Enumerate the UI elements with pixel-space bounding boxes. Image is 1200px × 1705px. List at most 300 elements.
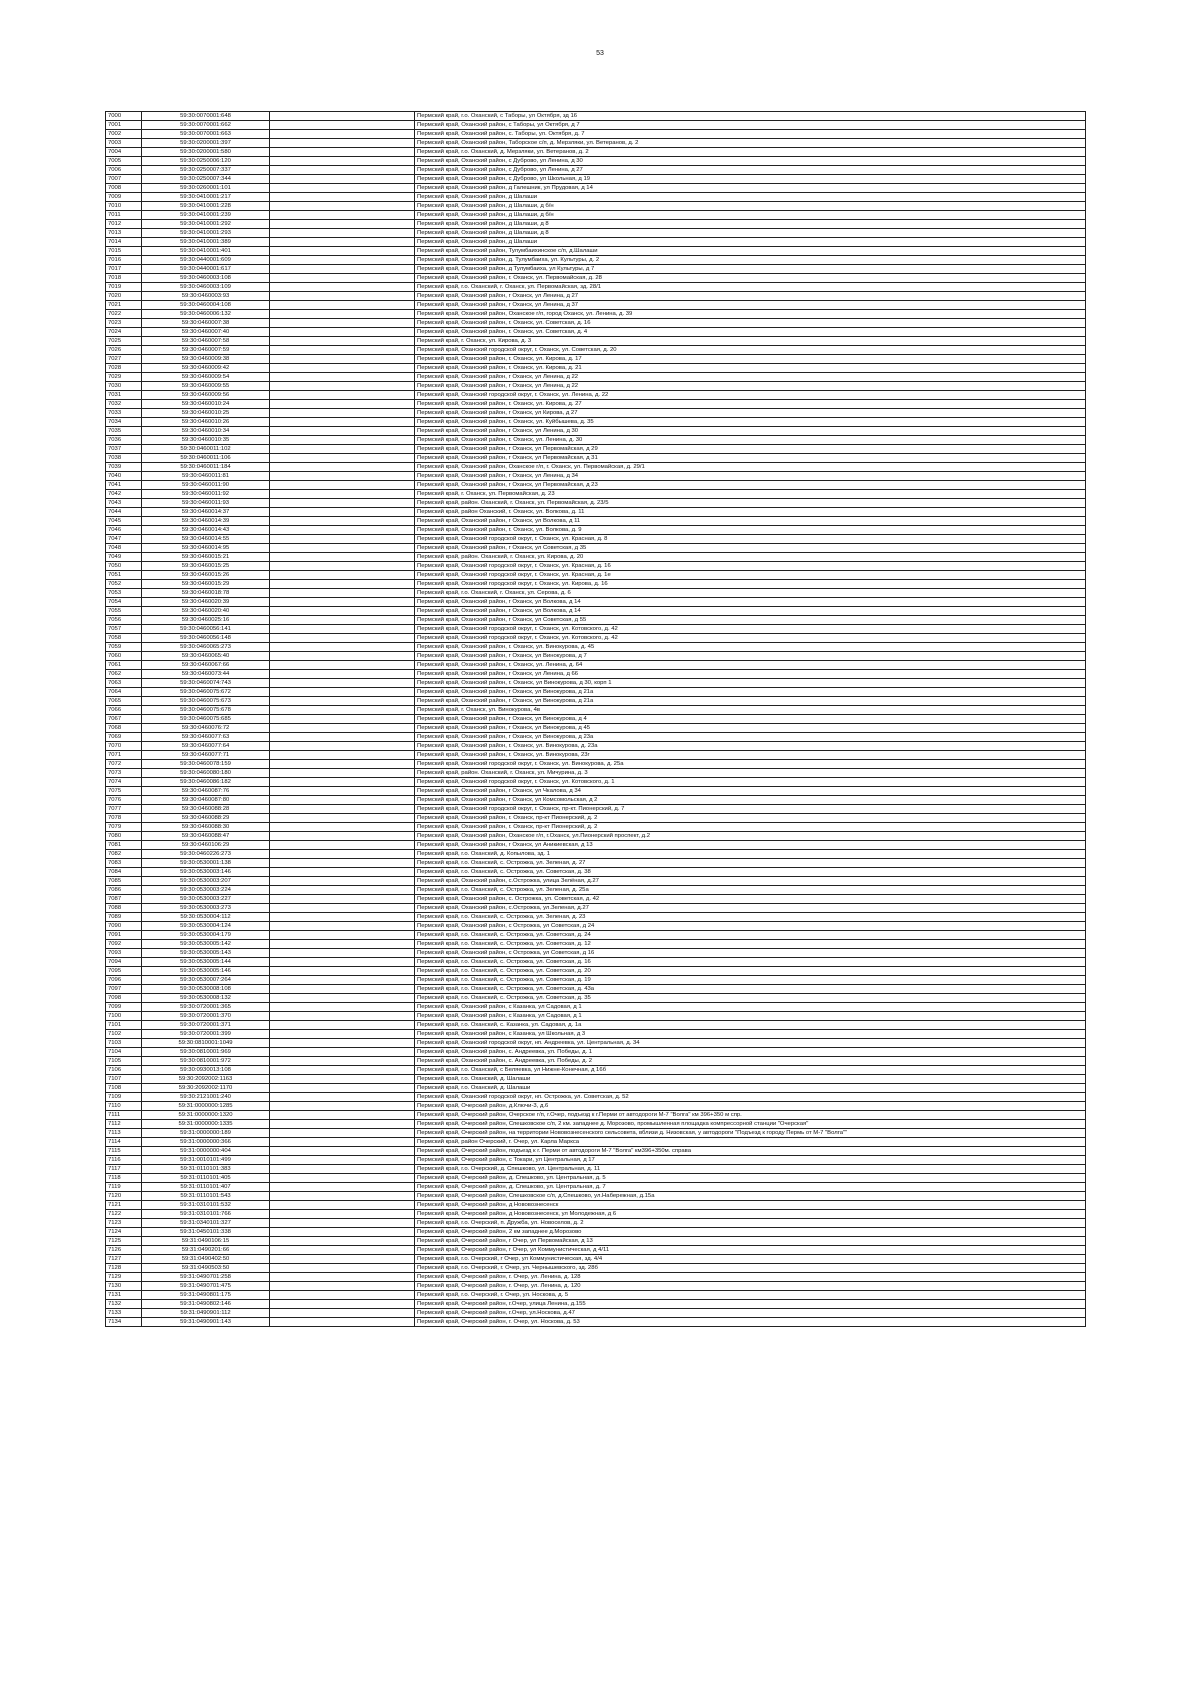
row-number-cell: 7078 [106, 814, 142, 823]
empty-cell [270, 1156, 415, 1165]
address-cell: Пермский край, Оханский район, с Казанка, ул Садовая, д 1 [415, 1012, 1086, 1021]
address-cell: Пермский край, г.о. Оханский, д. Мерзляки, ул. Ветеранов, д. 2 [415, 148, 1086, 157]
row-number-cell: 7119 [106, 1183, 142, 1192]
empty-cell [270, 598, 415, 607]
table-row [106, 994, 1086, 1003]
address-cell: Пермский край, Очерский район, г. Очер, ул. Носкова, д. 53 [415, 1318, 1086, 1327]
row-number-cell: 7084 [106, 868, 142, 877]
cadastral-number-cell: 59:30:0460007:58 [142, 337, 270, 346]
table-row [106, 1183, 1086, 1192]
cadastral-number-cell: 59:30:2121001:240 [142, 1093, 270, 1102]
table-row [106, 1264, 1086, 1273]
address-cell: Пермский край, Оханский городской округ, г. Оханск, ул. Винокурова, д. 25а [415, 760, 1086, 769]
cadastral-number-cell: 59:30:0530003:224 [142, 886, 270, 895]
row-number-cell: 7093 [106, 949, 142, 958]
row-number-cell: 7046 [106, 526, 142, 535]
empty-cell [270, 1246, 415, 1255]
table-row [106, 679, 1086, 688]
table-row [106, 823, 1086, 832]
empty-cell [270, 886, 415, 895]
table-row [106, 976, 1086, 985]
address-cell: Пермский край, Оханский городской округ, г. Оханск, ул. Красная, д. 1е [415, 571, 1086, 580]
cadastral-number-cell: 59:30:0460007:38 [142, 319, 270, 328]
table-row [106, 535, 1086, 544]
row-number-cell: 7074 [106, 778, 142, 787]
cadastral-number-cell: 59:30:0530003:207 [142, 877, 270, 886]
cadastral-number-cell: 59:30:0460010:26 [142, 418, 270, 427]
table-row [106, 490, 1086, 499]
address-cell: Пермский край, Очерский район, г.Очер, улица Ленина, д.155 [415, 1300, 1086, 1309]
address-cell: Пермский край, Оханский район, д Шалаши, д 8 [415, 220, 1086, 229]
cadastral-number-cell: 59:30:0460086:182 [142, 778, 270, 787]
table-row [106, 526, 1086, 535]
empty-cell [270, 1075, 415, 1084]
cadastral-number-cell: 59:30:0810001:972 [142, 1057, 270, 1066]
cadastral-number-cell: 59:30:0460009:55 [142, 382, 270, 391]
table-row [106, 508, 1086, 517]
address-cell: Пермский край, г.о. Оханский, г. Оханск, ул. Серова, д. 6 [415, 589, 1086, 598]
cadastral-number-cell: 59:30:0440001:617 [142, 265, 270, 274]
row-number-cell: 7044 [106, 508, 142, 517]
table-row [106, 1093, 1086, 1102]
table-row [106, 913, 1086, 922]
empty-cell [270, 166, 415, 175]
empty-cell [270, 571, 415, 580]
cadastral-number-cell: 59:30:0460065:273 [142, 643, 270, 652]
table-row [106, 805, 1086, 814]
table-row [106, 607, 1086, 616]
address-cell: Пермский край, Оханский район, г Оханск, ул Ленина, д 22 [415, 373, 1086, 382]
row-number-cell: 7021 [106, 301, 142, 310]
address-cell: Пермский край, Оханский район, с. Таборы, ул. Октября, д. 7 [415, 130, 1086, 139]
cadastral-number-cell: 59:30:0530005:143 [142, 949, 270, 958]
empty-cell [270, 1147, 415, 1156]
table-row [106, 643, 1086, 652]
cadastral-number-cell: 59:30:0720001:365 [142, 1003, 270, 1012]
row-number-cell: 7000 [106, 112, 142, 121]
row-number-cell: 7035 [106, 427, 142, 436]
address-cell: Пермский край, г.о. Очерский, г. Очер, ул. Чернышевского, зд. 28б [415, 1264, 1086, 1273]
cadastral-number-cell: 59:30:0460075:672 [142, 688, 270, 697]
cadastral-number-cell: 59:30:0460077:63 [142, 733, 270, 742]
table-row [106, 193, 1086, 202]
empty-cell [270, 1012, 415, 1021]
address-cell: Пермский край, Оханский городской округ, г. Оханск, ул. Советская, д. 20 [415, 346, 1086, 355]
empty-cell [270, 193, 415, 202]
row-number-cell: 7015 [106, 247, 142, 256]
empty-cell [270, 544, 415, 553]
table-row [106, 247, 1086, 256]
row-number-cell: 7110 [106, 1102, 142, 1111]
cadastral-number-cell: 59:30:0720001:370 [142, 1012, 270, 1021]
empty-cell [270, 1228, 415, 1237]
empty-cell [270, 157, 415, 166]
table-row [106, 1174, 1086, 1183]
address-cell: Пермский край, Оханский район, г Оханск, ул Волкова, д 14 [415, 598, 1086, 607]
table-row [106, 688, 1086, 697]
cadastral-number-cell: 59:30:0460011:93 [142, 499, 270, 508]
empty-cell [270, 553, 415, 562]
empty-cell [270, 256, 415, 265]
table-row [106, 373, 1086, 382]
cadastral-number-cell: 59:30:0460076:72 [142, 724, 270, 733]
table-row [106, 1237, 1086, 1246]
empty-cell [270, 751, 415, 760]
empty-cell [270, 625, 415, 634]
row-number-cell: 7028 [106, 364, 142, 373]
address-cell: Пермский край, Оханский район, г Оханск, ул Советская, д 35 [415, 544, 1086, 553]
address-cell: Пермский край, Оханский район, с Дуброво, ул Ленина, д 30 [415, 157, 1086, 166]
address-cell: Пермский край, Оханский район, г Оханск, ул Винокурова, д 4 [415, 715, 1086, 724]
table-row [106, 166, 1086, 175]
address-cell: Пермский край, Оханский район, г Оханск, ул Первомайская, д 31 [415, 454, 1086, 463]
cadastral-number-cell: 59:30:0460020:39 [142, 598, 270, 607]
address-cell: Пермский край, г. Оханск, ул. Первомайская, д. 23 [415, 490, 1086, 499]
cadastral-number-cell: 59:31:0490901:112 [142, 1309, 270, 1318]
empty-cell [270, 697, 415, 706]
address-cell: Пермский край, г.о. Очерский, п. Дружба, ул. Новоселов, д. 2 [415, 1219, 1086, 1228]
row-number-cell: 7051 [106, 571, 142, 580]
cadastral-number-cell: 59:31:0490503:50 [142, 1264, 270, 1273]
row-number-cell: 7060 [106, 652, 142, 661]
address-cell: Пермский край, г.о. Оханский, с Беляевка, ул Нижне-Конечная, д 16б [415, 1066, 1086, 1075]
cadastral-number-cell: 59:31:0310101:532 [142, 1201, 270, 1210]
empty-cell [270, 850, 415, 859]
cadastral-number-cell: 59:30:0460011:106 [142, 454, 270, 463]
address-cell: Пермский край, Оханский район, д Шалаши, д 8 [415, 229, 1086, 238]
row-number-cell: 7052 [106, 580, 142, 589]
empty-cell [270, 994, 415, 1003]
empty-cell [270, 382, 415, 391]
table-row [106, 625, 1086, 634]
cadastral-number-cell: 59:31:0490801:175 [142, 1291, 270, 1300]
address-cell: Пермский край, Оханский район, г. Оханск, ул. Ленина, д. 30 [415, 436, 1086, 445]
cadastral-number-cell: 59:30:0460014:55 [142, 535, 270, 544]
table-row [106, 589, 1086, 598]
empty-cell [270, 562, 415, 571]
row-number-cell: 7062 [106, 670, 142, 679]
cadastral-number-cell: 59:31:0010101:499 [142, 1156, 270, 1165]
address-cell: Пермский край, Очерский район, г. Очер, ул. Ленина, д. 128 [415, 1273, 1086, 1282]
cadastral-number-cell: 59:30:0530005:144 [142, 958, 270, 967]
address-cell: Пермский край, Оханский район, г. Оханск, ул. Винокурова, 23г [415, 751, 1086, 760]
row-number-cell: 7029 [106, 373, 142, 382]
row-number-cell: 7114 [106, 1138, 142, 1147]
empty-cell [270, 130, 415, 139]
address-cell: Пермский край, Оханский район, г Оханск, ул Комсомольская, д 2 [415, 796, 1086, 805]
empty-cell [270, 391, 415, 400]
address-cell: Пермский край, Оханский район, с Таборы, ул Октября, д 7 [415, 121, 1086, 130]
cadastral-number-cell: 59:30:0460003:109 [142, 283, 270, 292]
address-cell: Пермский край, г.о. Оханский, с. Острожка, ул. Советская, д. 16 [415, 958, 1086, 967]
cadastral-number-cell: 59:30:0410001:239 [142, 211, 270, 220]
table-row [106, 868, 1086, 877]
row-number-cell: 7053 [106, 589, 142, 598]
table-row [106, 877, 1086, 886]
cadastral-number-cell: 59:30:0460015:25 [142, 562, 270, 571]
row-number-cell: 7032 [106, 400, 142, 409]
address-cell: Пермский край, Оханский городской округ, г. Оханск, ул. Ленина, д. 22 [415, 391, 1086, 400]
address-cell: Пермский край, Очерский район, г Очер, ул Коммунистическая, д 4/11 [415, 1246, 1086, 1255]
row-number-cell: 7010 [106, 202, 142, 211]
address-cell: Пермский край, г.о. Очерский, д. Спешково, ул. Центральная, д. 11 [415, 1165, 1086, 1174]
empty-cell [270, 1084, 415, 1093]
table-row [106, 769, 1086, 778]
empty-cell [270, 202, 415, 211]
row-number-cell: 7054 [106, 598, 142, 607]
row-number-cell: 7017 [106, 265, 142, 274]
address-cell: Пермский край, район. Оханский, г. Оханск, ул. Первомайская, д. 23/5 [415, 499, 1086, 508]
empty-cell [270, 472, 415, 481]
row-number-cell: 7133 [106, 1309, 142, 1318]
cadastral-number-cell: 59:30:0260001:101 [142, 184, 270, 193]
table-row [106, 346, 1086, 355]
table-row [106, 1273, 1086, 1282]
table-row [106, 418, 1086, 427]
table-row [106, 670, 1086, 679]
cadastral-number-cell: 59:30:0460088:30 [142, 823, 270, 832]
address-cell: Пермский край, Очерский район, д Нововознесенск [415, 1201, 1086, 1210]
row-number-cell: 7126 [106, 1246, 142, 1255]
row-number-cell: 7067 [106, 715, 142, 724]
empty-cell [270, 1219, 415, 1228]
cadastral-number-cell: 59:30:0530003:146 [142, 868, 270, 877]
empty-cell [270, 904, 415, 913]
row-number-cell: 7130 [106, 1282, 142, 1291]
cadastral-number-cell: 59:30:0460020:40 [142, 607, 270, 616]
empty-cell [270, 841, 415, 850]
empty-cell [270, 1309, 415, 1318]
address-cell: Пермский край, г.о. Оханский, д. Шалаши [415, 1084, 1086, 1093]
empty-cell [270, 1183, 415, 1192]
cadastral-number-cell: 59:30:0810001:969 [142, 1048, 270, 1057]
address-cell: Пермский край, г.о. Оханский, с. Острожка, ул. Советская, д. 19 [415, 976, 1086, 985]
row-number-cell: 7076 [106, 796, 142, 805]
address-cell: Пермский край, г.о. Оханский, с. Острожка, ул. Советская, д. 20 [415, 967, 1086, 976]
table-row [106, 715, 1086, 724]
cadastral-number-cell: 59:30:0250006:120 [142, 157, 270, 166]
page-number: 53 [596, 50, 604, 57]
row-number-cell: 7101 [106, 1021, 142, 1030]
table-row [106, 949, 1086, 958]
cadastral-number-cell: 59:30:0460087:80 [142, 796, 270, 805]
table-row [106, 1282, 1086, 1291]
table-row [106, 706, 1086, 715]
cadastral-number-cell: 59:30:0530005:142 [142, 940, 270, 949]
table-row [106, 301, 1086, 310]
table-row [106, 661, 1086, 670]
empty-cell [270, 661, 415, 670]
address-cell: Пермский край, Оханский район, г. Оханск, ул. Кирова, д. 21 [415, 364, 1086, 373]
cadastral-number-cell: 59:30:0460088:28 [142, 805, 270, 814]
table-row [106, 229, 1086, 238]
cadastral-number-cell: 59:30:0460010:34 [142, 427, 270, 436]
empty-cell [270, 1048, 415, 1057]
cadastral-number-cell: 59:31:0110101:543 [142, 1192, 270, 1201]
table-row [106, 148, 1086, 157]
table-row [106, 931, 1086, 940]
empty-cell [270, 1210, 415, 1219]
table-row [106, 841, 1086, 850]
address-cell: Пермский край, Оханский район, д. Тулумбаиха, ул. Культуры, д. 2 [415, 256, 1086, 265]
cadastral-number-cell: 59:30:0460226:273 [142, 850, 270, 859]
cadastral-number-cell: 59:30:0440001:609 [142, 256, 270, 265]
address-cell: Пермский край, Оханский район, с. Андреевка, ул. Победы, д. 2 [415, 1057, 1086, 1066]
empty-cell [270, 778, 415, 787]
row-number-cell: 7081 [106, 841, 142, 850]
table-row [106, 112, 1086, 121]
table-row [106, 598, 1086, 607]
row-number-cell: 7041 [106, 481, 142, 490]
cadastral-number-cell: 59:30:0250007:337 [142, 166, 270, 175]
row-number-cell: 7103 [106, 1039, 142, 1048]
empty-cell [270, 634, 415, 643]
address-cell: Пермский край, Оханский район, д Шалаши [415, 238, 1086, 247]
table-row [106, 184, 1086, 193]
address-cell: Пермский край, Очерский район, подъезд к г. Перми от автодороги М-7 "Волга" км396+350м. справа [415, 1147, 1086, 1156]
empty-cell [270, 274, 415, 283]
row-number-cell: 7109 [106, 1093, 142, 1102]
address-cell: Пермский край, Оханский район, г. Оханск, ул. Кирова, д. 17 [415, 355, 1086, 364]
address-cell: Пермский край, Оханский район, с Дуброво, ул Школьная, д 19 [415, 175, 1086, 184]
empty-cell [270, 652, 415, 661]
address-cell: Пермский край, район. Оханский, г. Оханск, ул. Кирова, д. 20 [415, 553, 1086, 562]
empty-cell [270, 1003, 415, 1012]
row-number-cell: 7056 [106, 616, 142, 625]
address-cell: Пермский край, Очерский район, с Токари, ул Центральная, д 17 [415, 1156, 1086, 1165]
table-row [106, 274, 1086, 283]
row-number-cell: 7120 [106, 1192, 142, 1201]
address-cell: Пермский край, Очерский район, г. Очер, ул. Ленина, д. 120 [415, 1282, 1086, 1291]
row-number-cell: 7092 [106, 940, 142, 949]
table-row [106, 454, 1086, 463]
row-number-cell: 7045 [106, 517, 142, 526]
address-cell: Пермский край, Оханский район, г Оханск, ул Ленина, д 30 [415, 427, 1086, 436]
row-number-cell: 7018 [106, 274, 142, 283]
table-row [106, 391, 1086, 400]
table-row [106, 310, 1086, 319]
address-cell: Пермский край, Оханский городской округ, г. Оханск, ул. Красная, д. 16 [415, 562, 1086, 571]
empty-cell [270, 1138, 415, 1147]
table-row [106, 211, 1086, 220]
row-number-cell: 7014 [106, 238, 142, 247]
cadastral-number-cell: 59:30:0460056:148 [142, 634, 270, 643]
table-row [106, 238, 1086, 247]
row-number-cell: 7061 [106, 661, 142, 670]
empty-cell [270, 436, 415, 445]
empty-cell [270, 373, 415, 382]
empty-cell [270, 1201, 415, 1210]
address-cell: Пермский край, Оханский район, г Оханск, ул Кирова, д 27 [415, 409, 1086, 418]
row-number-cell: 7064 [106, 688, 142, 697]
table-row [106, 319, 1086, 328]
address-cell: Пермский край, Оханский район, г. Оханск, пр-кт Пионерский, д. 2 [415, 814, 1086, 823]
empty-cell [270, 1282, 415, 1291]
table-row [106, 1228, 1086, 1237]
empty-cell [270, 895, 415, 904]
address-cell: Пермский край, г.о. Оханский, с. Острожка, ул. Советская, д. 35 [415, 994, 1086, 1003]
row-number-cell: 7008 [106, 184, 142, 193]
empty-cell [270, 517, 415, 526]
table-row [106, 616, 1086, 625]
address-cell: Пермский край, Оханский район, Тулумбаихинское с/п, д.Шалаши [415, 247, 1086, 256]
table-row [106, 202, 1086, 211]
empty-cell [270, 1066, 415, 1075]
cadastral-number-cell: 59:30:0460014:43 [142, 526, 270, 535]
address-cell: Пермский край, Оханский район, г. Оханск, ул. Винокурова, д. 23а [415, 742, 1086, 751]
empty-cell [270, 760, 415, 769]
empty-cell [270, 1030, 415, 1039]
empty-cell [270, 769, 415, 778]
address-cell: Пермский край, г.о. Оханский, с. Острожка, ул. Советская, д. 12 [415, 940, 1086, 949]
row-number-cell: 7033 [106, 409, 142, 418]
empty-cell [270, 616, 415, 625]
table-row [106, 499, 1086, 508]
row-number-cell: 7047 [106, 535, 142, 544]
table-row [106, 1030, 1086, 1039]
address-cell: Пермский край, Оханский район, д Шалаши, д б/н [415, 202, 1086, 211]
empty-cell [270, 526, 415, 535]
table-row [106, 580, 1086, 589]
row-number-cell: 7025 [106, 337, 142, 346]
address-cell: Пермский край, Оханский район, г Оханск, ул Ленина, д 27 [415, 292, 1086, 301]
cadastral-number-cell: 59:30:0460003:108 [142, 274, 270, 283]
empty-cell [270, 319, 415, 328]
table-row [106, 1120, 1086, 1129]
cadastral-number-cell: 59:30:0460014:39 [142, 517, 270, 526]
table-row [106, 1255, 1086, 1264]
address-cell: Пермский край, Оханский район, с. Андреевка, ул. Победы, д. 1 [415, 1048, 1086, 1057]
row-number-cell: 7104 [106, 1048, 142, 1057]
address-cell: Пермский край, Оханский район, г. Оханск, ул. Советская, д. 4 [415, 328, 1086, 337]
address-cell: Пермский край, Оханский район, д Галешник, ул Прудовая, д 14 [415, 184, 1086, 193]
empty-cell [270, 418, 415, 427]
cadastral-number-cell: 59:31:0000000:189 [142, 1129, 270, 1138]
table-row [106, 265, 1086, 274]
row-number-cell: 7071 [106, 751, 142, 760]
row-number-cell: 7112 [106, 1120, 142, 1129]
table-row [106, 1309, 1086, 1318]
empty-cell [270, 355, 415, 364]
address-cell: Пермский край, Оханский район, г. Оханск, ул. Советская, д. 16 [415, 319, 1086, 328]
cadastral-number-cell: 59:30:0410001:293 [142, 229, 270, 238]
address-cell: Пермский край, Оханский район, д Тулумбаиха, ул Культуры, д 7 [415, 265, 1086, 274]
address-cell: Пермский край, Оханский район, г. Оханск, ул. Первомайская, д. 28 [415, 274, 1086, 283]
table-row [106, 760, 1086, 769]
cadastral-number-cell: 59:30:0460009:56 [142, 391, 270, 400]
address-cell: Пермский край, г.о. Оханский, д. Шалаши [415, 1075, 1086, 1084]
row-number-cell: 7085 [106, 877, 142, 886]
address-cell: Пермский край, Оханский район, с.Острожка, ул.Зеленая, д.27 [415, 904, 1086, 913]
row-number-cell: 7125 [106, 1237, 142, 1246]
row-number-cell: 7002 [106, 130, 142, 139]
row-number-cell: 7075 [106, 787, 142, 796]
row-number-cell: 7007 [106, 175, 142, 184]
row-number-cell: 7108 [106, 1084, 142, 1093]
table-row [106, 814, 1086, 823]
row-number-cell: 7009 [106, 193, 142, 202]
table-row [106, 1111, 1086, 1120]
table-row [106, 796, 1086, 805]
table-row [106, 967, 1086, 976]
cadastral-number-cell: 59:30:0530004:179 [142, 931, 270, 940]
empty-cell [270, 931, 415, 940]
row-number-cell: 7127 [106, 1255, 142, 1264]
address-cell: Пермский край, Оханский городской округ, г. Оханск, пр-кт. Пионерский, д. 7 [415, 805, 1086, 814]
cadastral-number-cell: 59:30:0460014:37 [142, 508, 270, 517]
table-row [106, 472, 1086, 481]
row-number-cell: 7001 [106, 121, 142, 130]
